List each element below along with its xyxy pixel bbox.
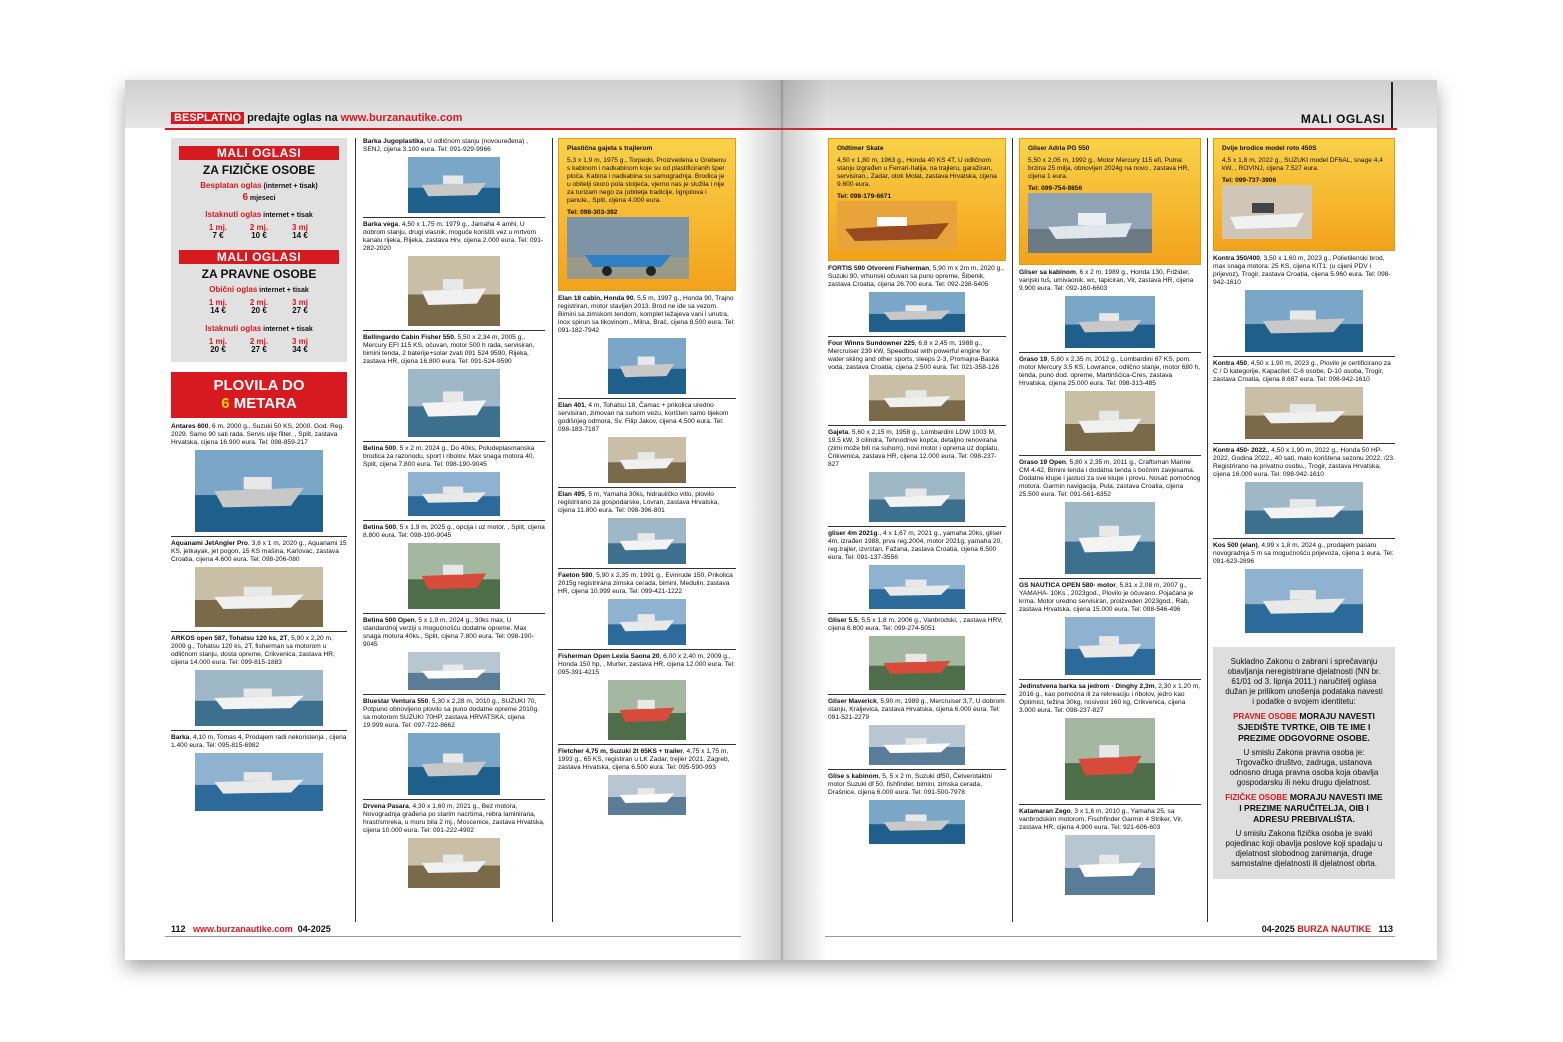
ad-name: Aquanami JetAngler Pro [171,540,248,547]
ad-name: Kontra 450- 2022. [1213,447,1268,454]
boat-photo [408,157,500,213]
ad-description: , 5,90 m, 1989 g., Mercruiser 3,7, U dobrom stanju, Kraljevica, zastava Hrvatska, cijena 6.000 eura. Tel: 091-521-2279 [828,698,1005,721]
ad-item[interactable] [363,524,545,609]
ad-item[interactable] [1019,808,1201,895]
ad-item[interactable] [558,653,736,740]
ad-description: ., 4 x 1,67 m, 2021 g., yamaha 20ks, gliser 4m, izrađen 1988, prva reg.2004, motor 2021g, yamaha 20, reg.trajler, izvrstan, Fažana, zastava Croatia, cijena 6.500 eura. Tel: 091-137-3556 [828,530,1003,561]
ad-description: , 5,90 m x 2m m, 2020 g., Suzuki 90, vrhunski očuvan sa puno opreme, Šibenik, zastava Croatia, cijena 26.700 eura. Tel: 092-238-5405 [828,265,1004,288]
ad-name: Faeton 590 [558,572,593,579]
ad-item[interactable] [1213,447,1395,534]
ad-separator [558,568,736,569]
ad-description: , 3 x 1,6 m, 2010 g., Yamaha 25, sa vanbrodskim motorom, Fischfinder Garmin 4 Striker, Vir, zastava HR, cijena 4.900 eura. Tel: 921-606-603 [1019,808,1183,831]
ad-item[interactable] [1213,360,1395,439]
boat-photo [195,753,323,811]
ad-separator [558,744,736,745]
pricing-panel: MALI OGLASI ZA FIZIČKE OSOBE Besplatan oglas (internet + tisak) 6 mjeseci Istaknuti oglas internet + tisak 1 mj. 2 mj. 3 mj 7 € 10 € 14 € MALI OGLASI ZA PRAVNE OSOBE Obični oglas internet + tisak 1 mj. 2 mj. 3 mj 14 € 20 € 27 € Istaknuti oglas internet + tisak 1 mj. 2 mj. 3 mj 20 € 27 € 34 € [171,138,347,362]
free-ad-label: Besplatan oglas [200,181,262,190]
ad-name: Elan 495 [558,491,585,498]
price-row-legal-regular: 14 € 20 € 27 € [210,306,308,315]
ad-item[interactable] [558,748,736,815]
ad-item[interactable] [171,540,347,627]
pricing-sub-private: ZA FIZIČKE OSOBE [202,163,316,177]
ad-list-col6 [1213,255,1395,633]
ad-name: Four Winns Sundowner 225 [828,340,915,347]
header-rule [1391,82,1393,128]
ad-item[interactable] [1213,255,1395,352]
ad-separator [363,330,545,331]
ad-item[interactable] [363,617,545,690]
months-row: 1 mj. 2 mj. 3 mj [208,223,308,232]
ad-name: Jedinstvena barka sa jedrom - Dinghy 2,3m [1019,683,1155,690]
plovila-banner: PLOVILA DO 6 METARA [171,372,347,418]
footer-rule [825,936,1395,937]
ad-separator [558,487,736,488]
ad-name: Kontra 450 [1213,360,1248,367]
column-1 [171,138,347,815]
boat-photo [408,472,500,516]
boat-photo [1245,387,1363,439]
ad-description: , 6 x 2 m, 1989 g., Honda 130, Frižider, vanjski tuš, umivaonik, wc, tapiciran, Vir, zastava HR, cijena 9.900 eura. Tel: 092-160-6603 [1019,269,1194,292]
boat-photo [1222,185,1312,239]
header-left [171,112,462,124]
ad-description: , 6,00 x 2,40 m, 2009 g., Honda 150 hp, , Murter, zastava HR, cijena 12.000 eura. Tel: 095-391-4215 [558,653,735,676]
ad-name: Graso 19 Open [1019,459,1066,466]
column-divider [1012,138,1013,922]
ad-description: , 5 x 1,9 m, 2024 g., 30ks max, U standardnoj verziji s mogućnošću dodatne opreme. Max snaga motora 40ks., Split, cijena 7.800 eura. Tel: 098-190-9045 [363,617,534,648]
ad-item[interactable] [828,530,1006,609]
ad-description: , 5,50 x 2,34 m, 2005 g., Mercury EFI 115 KS, očuvan, motor 500 h rada, servisiran, bimini tenda, 2 baterije+solar zvati 091 524 9590, Rijeka, zastava HR, cijena 16.800 eura. Tel: 091-524-9590 [363,334,535,365]
boat-photo [1245,482,1363,534]
ad-item[interactable] [828,698,1006,765]
ad-separator [828,769,1006,770]
ad-description: , 5,80 x 2,35 m, 2011 g., Craftsman Marine CM 4.42, Bimini tenda i dodatna tenda s bočnim zavjesama. Dodatne klupe i jastuci za sve klupe i provu. Nosač pomoćnog motora. Garmin navigacija, Pula, zastava Croatia, cijena 25.500 eura. Tel: 091-561-6352 [1019,459,1201,498]
ad-item[interactable] [558,295,736,394]
pricing-title-legal: MALI OGLASI [179,250,339,264]
price-row-legal-featured: 20 € 27 € 34 € [210,345,308,354]
header-divider [165,128,1397,130]
boat-photo [869,636,965,690]
ad-separator [363,694,545,695]
boat-photo [1065,835,1155,895]
ad-description: , 5,60 x 2,15 m, 1958 g., Lombardini LDW 1003 M, 19.5 kW, 3 cilindra, Tehnodrive kopča, detaljno renovirana (zimi može biti na suhom), novi motor i oprema uz doplatu, Crikvenica, zastava HR, cijena 12.000 eura. Tel: 098-237-827 [828,429,1000,468]
ad-name: Gliser Maverick [828,698,877,705]
book-gutter [737,80,827,960]
ad-name: Barka vega [363,221,399,228]
six-months-number: 6 [242,192,249,203]
boat-photo [195,567,323,627]
column-5 [1019,138,1201,899]
ad-name: GS NAUTICA OPEN 580- motor [1019,582,1116,589]
ad-description: , 3,50 x 1,60 m, 2023 g., Polietilenski brod, max snaga motora: 25 KS, cijena KIT1: (u cijeni PDV i prijevoz), Trogir, zastava Croatia, cijena 5.960 eura. Tel: 098-942-1610 [1213,255,1391,286]
boat-photo [1065,391,1155,451]
boat-photo [408,256,500,326]
ad-name: Barka [171,734,190,741]
ad-separator [828,526,1006,527]
boat-photo [567,217,689,279]
ad-item[interactable] [828,617,1006,690]
boat-photo [608,599,686,645]
ad-item[interactable] [828,340,1006,421]
months-word: mjeseci [249,195,276,202]
boat-photo [1065,718,1155,800]
ad-description: , 4,50 x 1,90 m, 2023 g., Plovilo je certificirano za C / D kategorije, Kapacitet: C-6 osobe, D-10 osoba, Trogir, zastava Croatia, cijena 8.687 eura. Tel: 098-942-1610 [1213,360,1391,383]
featured-ad-label-legal: Istaknuti oglas [205,324,262,333]
boat-photo [195,450,323,532]
boat-photo [1245,290,1363,352]
footer-right: 04-2025 BURZA NAUTIKE 113 [1261,924,1393,934]
ad-item[interactable] [558,402,736,483]
boat-photo [1065,502,1155,574]
ad-separator [1019,352,1201,353]
featured-ad-note: internet + tisak [263,212,313,219]
ad-separator [1019,804,1201,805]
ad-item[interactable] [828,265,1006,332]
ad-separator [828,694,1006,695]
boat-photo [869,375,965,421]
pricing-sub-legal: ZA PRAVNE OSOBE [201,267,317,281]
header-url-link[interactable]: www.burzanautike.com [340,112,463,124]
ad-separator [171,631,347,632]
ad-name: Drvena Pasara [363,803,409,810]
predajte-text: predajte oglas na [244,112,341,124]
featured-ad[interactable]: Plastična gajeta s trajlerom 5,3 x 1,9 m, 1975 g., Torpedo, Proizvedena u Grebenu s kabinom i nadkabinom koje su od plastificiranih šper ploča. Kabina i nadkabina su samogradnja. Brodica je u obitelji skoro pola stoljeća, vjerno nas je služila i nije za turizam nego za (ubitelja tradicije, lignjolova i panule., Split, cijena 4.000 eura. Tel: 098-303-392 [558,138,736,291]
boat-photo [869,472,965,522]
magazine-spread [125,80,1437,960]
boat-photo [195,670,323,726]
ad-name: Glise s kabinom [828,773,879,780]
ad-description: , 5 m, Yamaha 30ks, hidrauličko vitlo, plovilo registrirano za gospodarske, Lovran, zastava Hrvatska, cijena 11.800 eura. Tel: 098-396-801 [558,491,720,514]
boat-photo [869,292,965,332]
ad-description: , 5,30 x 2,28 m, 2010 g., SUZUKI 70, Potpuno obnovljeno plovilo sa puno dodatne opreme 2010g. sa motorom SUZUKI 70HP, zastava HRVATSKA, cijena 19.999 eura. Tel: 097-722-8662 [363,698,539,729]
ad-item[interactable] [363,445,545,516]
ad-description: , 5 x 1,9 m, 2025 g., opcija i uz motor. , Split, cijena 8.800 eura. Tel: 098-190-9045 [363,524,545,539]
ad-item[interactable] [171,734,347,811]
ad-description: , 3,8 x 1 m, 2020 g., Aquanami 15 KS, jetkayak, jet pogon, 15 KS mašina, Karlovac, zastava Croatia, cijena 4.600 eura. Tel: 098-206-080 [171,540,347,563]
ad-separator [363,799,545,800]
ad-description: , 4,50 x 1,90 m, 2022 g., Honda 50 HP- 2022, Godina 2022., 40 sati, malo korištena sezonu 2022. /23. Registrirano na privatnu osobu., Trogir, zastava Hrvatska, cijena 16.000 eura. Tel: 098-942-1610 [1213,447,1395,478]
ad-name: Barka Jugoplastika [363,138,424,145]
ad-description: , 5,5 m, 1997 g., Honda 90, Trajno registriran, motor stavljen 2013. Brod ne ide sa vezom. Bimini sa zimskom tendom, komplet ležajeva vani i unutra, inox spirun sa tikovinom., Milna, Brač, cijena 8.500 eura. Tel: 091-182-7942 [558,295,735,334]
ad-description: , 5,80 x 2,35 m, 2012 g., Lombardini 87 KS, pom. motor Mercury 3,5 KS, Lowrance, odlično stanje, motor 680 h, tenda, puno dod. opreme, Martinšćica-Cres, zastava Hrvatska, cijena 25.000 eura. Tel: 098-313-485 [1019,356,1201,387]
ad-description: , 5,90 x 2,20 m, 2009 g., Tohatsu 120 ks, 2T, fisherman sa motorom u odličnom stanju, dosta opreme, Crikvenica, zastava HR, cijena 14.000 eura. Tel: 099-815-1883 [171,635,335,666]
featured-ad[interactable]: Gliser Adria PG 550 5,50 x 2,05 m, 1992 g., Motor Mercury 115 efi, Putna brzina 25 milja, obnovljen 2024g na novo , zastava HR, cijena 1 eura. Tel: 099-754-9856 [1019,138,1201,265]
boat-photo [408,733,500,795]
ad-item[interactable] [558,491,736,564]
ad-item[interactable] [1019,683,1201,800]
ad-separator [363,217,545,218]
boat-photo [608,518,686,564]
boat-photo [1065,617,1155,675]
ad-description: , 6,8 x 2,45 m, 1988 g., Mercruiser 239 kW, Speedboat with powerful engine for water skiing and other sports, sleeps 2-3, Promajna-Baska voda, zastava Croatia, cijena 2.500 eura. Tel: 021-358-126 [828,340,1000,371]
ad-name: Elan 401 [558,402,585,409]
boat-photo [1028,193,1152,253]
ad-description: , U odličnom stanju (novouređena) , SENJ, cijena 3.100 eura. Tel: 091-929-9966 [363,138,528,153]
boat-photo [608,680,686,740]
ad-separator [1019,679,1201,680]
ad-separator [171,730,347,731]
boat-photo [408,369,500,437]
ad-separator [363,613,545,614]
pricing-title-private: MALI OGLASI [179,146,339,160]
boat-photo [408,543,500,609]
column-divider [355,138,356,922]
boat-photo [608,775,686,815]
besplatno-label: BESPLATNO [171,112,244,124]
boat-photo [837,201,957,249]
ad-description: , 4,50 x 1,75 m, 1979 g., Jamaha 4 amhi, U dobrom stanju, drugi vlasnik, moguće koristiti vez u mrtvom kanalu rijeka, Rijeka, zastava Hrv, cijena 2.000 eura. Tel: 091-282-2020 [363,221,544,252]
ad-list-col2 [363,138,545,888]
column-2 [363,138,545,892]
ad-description: , 5,90 x 2,35 m, 1991 g., Evinrude 150, Prikolica 2015g registrirana zimska cerada, bimini, Medulin, zastava HR, cijena 10.999 eura. Tel: 099-421-1222 [558,572,733,595]
ad-separator [1019,455,1201,456]
ad-list-col1 [171,423,347,811]
ad-name: Gliser sa kabinom [1019,269,1076,276]
ad-name: Gajeta [828,429,849,436]
ad-name: Antares 600 [171,423,209,430]
ad-item[interactable] [558,572,736,645]
ad-description: , 5 x 2 m, 2024 g., Do 40ks, Poludeplasmanska brodica za razonodu, sport i ribolov. Max snaga motora 40, Split, cijena 7.800 eura. Tel: 098-190-9045 [363,445,535,468]
ad-name: Fisherman Open Lexia Saona 20 [558,653,660,660]
free-ad-note: (internet + tisak) [263,183,318,190]
ad-item[interactable] [1019,582,1201,675]
boat-photo [408,838,500,888]
boat-photo [408,652,500,690]
boat-photo [869,725,965,765]
ad-item[interactable] [1019,459,1201,574]
featured-ad[interactable]: Dvije brodice model roto 450S 4,5 x 1,8 m, 2022 g., SUZUKI model DF6AL, snage 4,4 kW, , ROVINJ, cijena 7.527 eura. Tel: 099-737-3906 [1213,138,1395,251]
ad-separator [1213,538,1395,539]
ad-separator [828,336,1006,337]
boat-photo [869,565,965,609]
ad-item[interactable] [1213,542,1395,633]
ad-name: Bluestar Ventura 550 [363,698,429,705]
ad-name: Kontra 350/400 [1213,255,1260,262]
ad-item[interactable] [171,423,347,532]
ad-description: , 2,30 x 1,20 m, 2016 g., kao pomoćna ili za rekreaciju i ribolov, jedro kao Optimist, težina 30kg, nosivost 160 kg, Crikvenica, cijena 3.000 eura. Tel: 098-237-827 [1019,683,1201,714]
ad-separator [558,398,736,399]
ad-description: , 4 m, Tohatsu 18, Čamac + prikolica uredno servisiran, zimovan na suhom vezu, korišten samo tijekom godišnjeg odmora, Sv. Filip Jakov, cijena 4.500 eura. Tel: 098-183-7187 [558,402,729,433]
column-divider [552,138,553,922]
ad-separator [1213,443,1395,444]
ad-name: Betina 500 [363,524,396,531]
boat-photo [608,338,686,394]
ad-item[interactable] [828,429,1006,522]
ad-item[interactable] [363,138,545,213]
ad-description: , 5,81 x 2,08 m, 2007 g., YAMAHA- 10Ks , 2023god., Plovilo je očuvano. Pojačana je krma. Motor uredno servisiran, proizveden 2023god., Rab, zastava Hrvatska, cijena 15.000 eura. Tel: 098-546-496 [1019,582,1194,613]
ad-description: , 5, 5 x 2 m, Suzuki df50, Četverotaktni motor Suzuki df 50, fishfinder, bimini, zimska cerada, Drašnice, cijena 6.000 eura. Tel: 091-500-7978 [828,773,992,796]
boat-photo [1065,296,1155,348]
ad-list-col5 [1019,269,1201,895]
ad-item[interactable] [1019,356,1201,451]
boat-photo [1245,569,1363,633]
ad-name: Elan 18 cabin, Honda 90 [558,295,634,302]
ad-name: Kos 500 (elan) [1213,542,1258,549]
ad-item[interactable] [363,698,545,795]
ad-item[interactable] [363,334,545,437]
section-title: MALI OGLASI [1300,112,1385,126]
ad-description: , 4,75 x 1,75 m, 1993 g., 65 KS, registiran u LK Zadar, trejler 2021, Zagreb, zastava Hrvatska, cijena 6.500 eura. Tel: 095-590-993 [558,748,730,771]
ad-name: Fletcher 4,75 m, Suzuki 2t 65KS + trailer [558,748,683,755]
ad-item[interactable] [363,803,545,888]
ad-list-col3 [558,295,736,815]
ad-description: , 6 m, 2000 g., Suzuki 50 KS, 2000. God. Reg. 2029. Samo 90 sati rada. Servis ulje filter. , Split, zastava Hrvatska, cijena 16.900 eura. Tel: 098-859-217 [171,423,345,446]
ad-name: gliser 4m 2021g [828,530,878,537]
boat-photo [869,800,965,844]
ad-separator [1213,356,1395,357]
footer-left: 112 www.burzanautike.com 04-2025 [171,924,331,934]
ad-item[interactable] [171,635,347,726]
ad-name: FORTIS 590 Otvoreni Fisherman [828,265,930,272]
ad-name: ARKOS open 587, Tohatsu 120 ks, 2T [171,635,288,642]
column-6 [1213,138,1395,879]
ad-description: , 4,10 m, Tomas 4, Prodajem radi nekoristenja , cijena 1.400 eura. Tel: 095-815-6982 [171,734,347,749]
ad-list-col4 [828,265,1006,844]
footer-url-link[interactable]: www.burzanautike.com [193,924,293,934]
ad-separator [828,613,1006,614]
ad-description: , 4,99 x 1,8 m, 2024 g., prodajem pasaru novogradnja 5 m sa mogućnošću prijevoza, cijena 1 eura. Tel: 091-623-2896 [1213,542,1394,565]
ad-separator [171,536,347,537]
featured-ad-label: Istaknuti oglas [205,210,262,219]
featured-ad[interactable]: Oldtimer Skate 4,50 x 1,80 m, 1963 g., Honda 40 KS 4T, U odličnom stanju izgrađen u Ferrari-Italija, na trajleru, garažiran, servisiran., Zadar, otok Molat, zastava Hrvatska, cijena 9.600 eura. Tel: 098-179-6671 [828,138,1006,261]
ad-item[interactable] [828,773,1006,844]
ad-description: , 4,30 x 1,60 m, 2021 g., Bez motora, Novogradnja građena po starim nacrtima, rebra laminirana, hrast/smreka, u moru bila 2 mj., Moscenice, zastava Hrvatska, cijena 10.000 eura. Tel: 091-222-4902 [363,803,545,834]
ad-separator [558,649,736,650]
ad-name: Betina 500 Open [363,617,415,624]
ad-separator [828,425,1006,426]
column-3 [558,138,736,819]
ad-separator [363,520,545,521]
column-divider [1207,138,1208,922]
ad-name: Gliser 5.5 [828,617,858,624]
ad-separator [363,441,545,442]
ad-name: Betina 500 [363,445,396,452]
price-row-private: 7 € 10 € 14 € [212,231,308,240]
ad-name: Bellingardo Cabin Fisher 550 [363,334,454,341]
ad-item[interactable] [1019,269,1201,348]
boat-photo [608,437,686,483]
footer-rule [165,936,741,937]
ad-name: Katamaran Zego [1019,808,1071,815]
ad-separator [1019,578,1201,579]
ad-description: , 5,5 x 1,8 m, 2006 g., Vanbrodski, , zastava HRV, cijena 6.800 eura. Tel: 099-274-5051 [828,617,1003,632]
ad-name: Graso 19 [1019,356,1048,363]
ad-item[interactable] [363,221,545,326]
regular-ad-label: Obični oglas [209,285,258,294]
column-4 [828,138,1006,848]
legal-notice: Sukladno Zakonu o zabrani i sprečavanju obavljanja neregistrirane djelatnosti (NN br. 61/01 od 3. lipnja 2011.) naručitelj oglasa dužan je prilikom unošenja podataka navesti i podatke o svojem identitetu: PRAVNE OSOBE MORAJU NAVESTI SJEDIŠTE TVRTKE, OIB TE IME I PREZIME ODGOVORNE OSOBE. U smislu Zakona pravna osoba je: Trgovačko društvo, zadruga, ustanova odnosno druga pravna osoba koja obavlja gospodarsku ili neku drugu djelatnost. FIZIČKE OSOBE MORAJU NAVESTI IME I PREZIME NARUČITELJA, OIB I ADRESU PREBIVALIŠTA. U smislu Zakona fizička osoba je svaki pojedinac koji obavlja poslove koji spadaju u djelatnost slobodnog zanimanja, druge samostalne djelatnosti ili djelatnost obrta. [1213,647,1395,879]
